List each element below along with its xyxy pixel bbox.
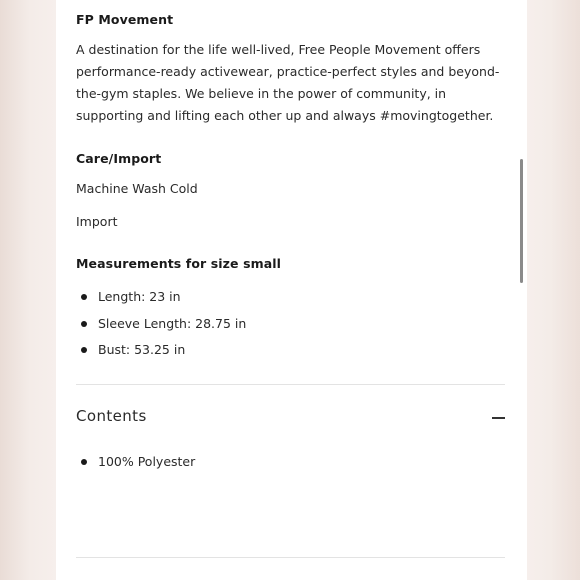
section-divider	[76, 557, 505, 558]
list-item	[76, 315, 246, 342]
section-divider	[76, 384, 505, 385]
product-details-panel	[56, 0, 527, 580]
contents-title: Contents	[76, 407, 147, 425]
list-item	[76, 453, 195, 480]
list-item	[76, 288, 246, 315]
contents-list	[76, 453, 195, 480]
brand-description-line: performance-ready activewear, practice-perfect styles and beyond-	[76, 64, 500, 79]
bullet-icon	[81, 321, 87, 327]
contents-text: 100% Polyester	[98, 454, 196, 469]
minus-icon[interactable]	[492, 417, 505, 419]
brand-description-line: A destination for the life well-lived, Free People Movement offers	[76, 42, 481, 57]
brand-heading: FP Movement	[76, 12, 174, 27]
list-item	[76, 341, 246, 368]
measurement-text: Sleeve Length: 28.75 in	[98, 315, 247, 331]
scrollbar-thumb[interactable]	[520, 159, 523, 283]
measurements-heading: Measurements for size small	[76, 256, 282, 271]
bullet-icon	[81, 347, 87, 353]
measurement-text: Length: 23 in	[98, 289, 181, 304]
measurements-list	[76, 288, 246, 368]
contents-accordion-header[interactable]	[76, 407, 505, 431]
brand-description-line: supporting and lifting each other up and always #movingtogether.	[76, 108, 494, 123]
import-info: Import	[76, 214, 118, 229]
brand-description	[76, 39, 499, 127]
bullet-icon	[81, 294, 87, 300]
care-instructions: Machine Wash Cold	[76, 181, 198, 196]
bullet-icon	[81, 459, 87, 465]
brand-description-line: the-gym staples. We believe in the power of community, in	[76, 86, 447, 101]
measurement-text: Bust: 53.25 in	[98, 342, 186, 357]
care-heading: Care/Import	[76, 151, 162, 166]
